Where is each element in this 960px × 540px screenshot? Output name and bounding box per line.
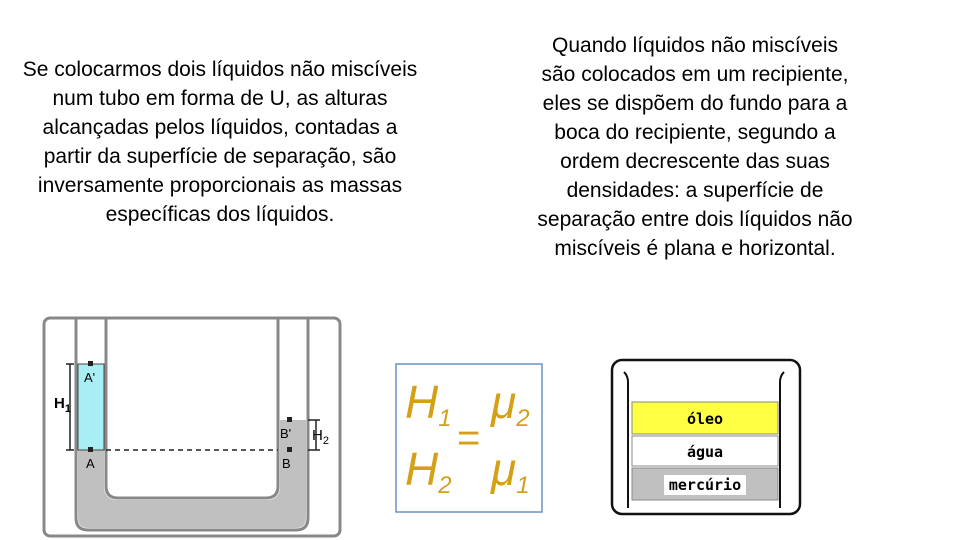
u-tube-diagram [42, 312, 342, 540]
formula-box [395, 363, 543, 513]
point-a [88, 447, 93, 452]
label-h1: $H_1$ [54, 395, 71, 415]
formula-equals: = [457, 416, 481, 460]
formula-mu2: μ2 [491, 376, 530, 432]
point-b [287, 447, 292, 452]
label-a: A [86, 456, 95, 471]
layered-container-diagram [610, 358, 802, 516]
label-b-prime: B' [280, 426, 292, 441]
label-oleo: óleo [686, 410, 724, 428]
formula-h1: H1 [405, 376, 452, 432]
point-b-prime [287, 417, 292, 422]
left-paragraph: Se colocarmos dois líquidos não miscíveis num tubo em forma de U, as alturas alcançadas pelos líquidos, contadas a partir da superfície de separação, são inversamente proporcionais as massas específicas dos líquidos. [22, 58, 418, 226]
point-a-prime [88, 361, 93, 366]
label-a-prime: A' [84, 370, 96, 385]
u-tube-inner-wall [106, 318, 278, 498]
right-paragraph: Quando líquidos não miscíveis são colocados em um recipiente, eles se dispõem do fundo para a boca do recipiente, segundo a ordem decrescente das suas densidades: a superfície de separação entre dois líquidos não miscíveis é plana e horizontal. [537, 34, 853, 260]
formula-mu1: μ1 [491, 443, 530, 499]
formula-h2: H2 [405, 443, 452, 499]
label-mercurio: mercúrio [668, 476, 742, 494]
dense-liquid [78, 420, 306, 528]
label-h2: $H_2$ [312, 427, 329, 447]
label-agua: água [686, 443, 724, 461]
label-b: B [282, 456, 291, 471]
